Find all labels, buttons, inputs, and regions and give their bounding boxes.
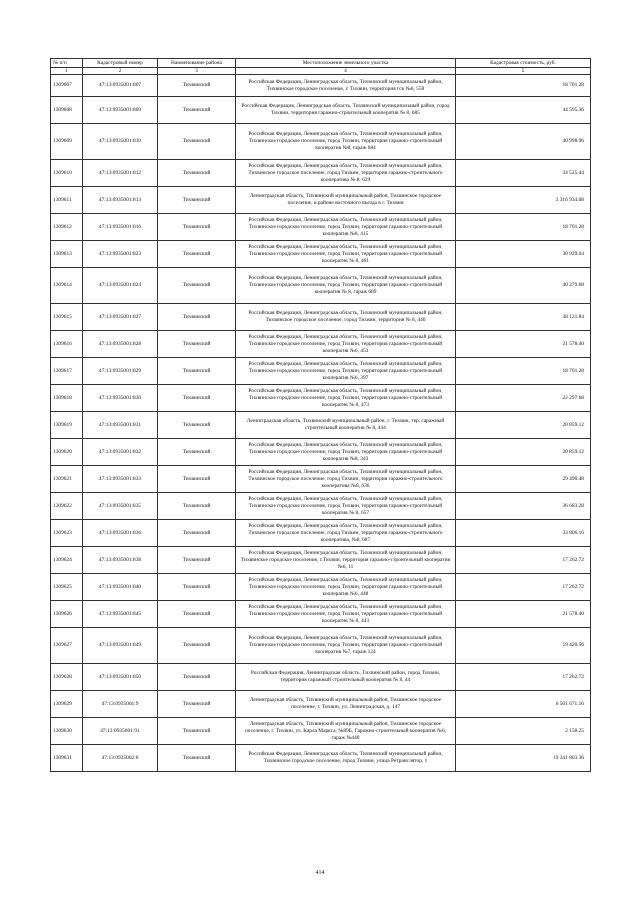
cadastral-number: 47:13:0935001:824 xyxy=(83,268,158,304)
cadastral-value: 18 701.28 xyxy=(456,214,591,241)
district-name: Тихвинский xyxy=(158,187,236,214)
location-text: Российская Федерация, Ленинградская область, Тихвинский муниципальный район, Тихвинское городское поселение, г.Тихвин, территория гаражно-строительный кооператив №6, 11 xyxy=(236,547,456,574)
district-name: Тихвинский xyxy=(158,124,236,160)
row-index: 1309612 xyxy=(51,214,83,241)
location-text: Российская Федерация, Ленинградская область, Тихвинский муниципальный район, Тихвинское городское поселение, город Тихвин, территория гаражно-строительного кооператива № 8, 629 xyxy=(236,160,456,187)
district-name: Тихвинский xyxy=(158,439,236,466)
row-index: 1309621 xyxy=(51,466,83,493)
location-text: Ленинградская область, Тихвинский муниципальный район, Тихвинское городское поселение, в районе восточного въезда в г. Тихвин xyxy=(236,187,456,214)
row-index: 1309616 xyxy=(51,331,83,358)
location-text: Российская Федерация, Ленинградская область, Тихвинский муниципальный район, Тихвинское городское поселение, город Тихвин, территория гаражно-строительного кооператива №8, 636 xyxy=(236,466,456,493)
table-row xyxy=(51,601,591,628)
column-number-row xyxy=(51,68,591,75)
table-row xyxy=(51,385,591,412)
cadastral-number: 47:13:0935001:823 xyxy=(83,241,158,268)
cadastral-value-table xyxy=(50,58,591,772)
cadastral-number: 47:13:0935001:807 xyxy=(83,75,158,97)
cadastral-number: 47:13:0935001:836 xyxy=(83,520,158,547)
location-text: Российская Федерация, Ленинградская область, Тихвинский муниципальный район, Тихвинское городское поселение, город Тихвин, улица Ретранслятор, 1 xyxy=(236,745,456,772)
cadastral-number: 47:13:0935001:831 xyxy=(83,412,158,439)
table-row xyxy=(51,745,591,772)
table-row xyxy=(51,412,591,439)
location-text: Российская Федерация, Ленинградская область, Тихвинский муниципальный район, Тихвинское городское поселение, город Тихвин, территория гаражно-строительный кооператив №8, 415 xyxy=(236,214,456,241)
district-name: Тихвинский xyxy=(158,574,236,601)
cadastral-value: 40 279.68 xyxy=(456,268,591,304)
cadastral-number: 47:13:0935001:827 xyxy=(83,304,158,331)
cadastral-value: 17 262.72 xyxy=(456,664,591,691)
table-row xyxy=(51,75,591,97)
cadastral-value: 40 998.96 xyxy=(456,124,591,160)
location-text: Российская Федерация, Ленинградская область, Тихвинский муниципальный район, Тихвинское городское поселение, город Тихвин, территория гаражно-строительный кооператив №6, 448 xyxy=(236,574,456,601)
location-text: Российская Федерация, Ленинградская область, Тихвинский муниципальный район, Тихвинское городское поселение, город Тихвин, территория гаражно-строительный кооператив № 8, 443 xyxy=(236,601,456,628)
cadastral-number: 47:13:0935001:91 xyxy=(83,718,158,745)
cadastral-number: 47:13:0935001:829 xyxy=(83,358,158,385)
table-row xyxy=(51,187,591,214)
table-row xyxy=(51,241,591,268)
district-name: Тихвинский xyxy=(158,664,236,691)
location-text: Российская Федерация, Ленинградская область, Тихвинский муниципальный район, город Тихвин, территория гаражно-строительный кооператив № 8, 685 xyxy=(236,97,456,124)
row-index: 1309622 xyxy=(51,493,83,520)
cadastral-value: 36 683.28 xyxy=(456,493,591,520)
district-name: Тихвинский xyxy=(158,628,236,664)
location-text: Российская Федерация, Ленинградская область, Тихвинский муниципальный район, Тихвинское городское поселение, г. Тихвин, территория гск №6, 558 xyxy=(236,75,456,97)
cadastral-number: 47:13:0935002:6 xyxy=(83,745,158,772)
row-index: 1309628 xyxy=(51,664,83,691)
district-name: Тихвинский xyxy=(158,718,236,745)
cadastral-number: 47:13:0935001:845 xyxy=(83,601,158,628)
table-body xyxy=(51,75,591,772)
location-text: Российская Федерация, Ленинградская область, Тихвинский муниципальный район, Тихвинское городское поселение, город Тихвин, территория гаражно-строительный кооператив № 8, 461 xyxy=(236,241,456,268)
cadastral-number: 47:13:0935001:809 xyxy=(83,97,158,124)
table-row xyxy=(51,160,591,187)
cadastral-value: 29 490.48 xyxy=(456,466,591,493)
location-text: Российская Федерация, Ленинградская область, Тихвинский муниципальный район, Тихвинское городское поселение, город Тихвин, территория гаражно-строительный кооператив №8, гараж 684 xyxy=(236,124,456,160)
cadastral-number: 47:13:0935001:816 xyxy=(83,214,158,241)
district-name: Тихвинский xyxy=(158,97,236,124)
row-index: 1309611 xyxy=(51,187,83,214)
location-text: Российская Федерация, Ленинградская область, Тихвинский муниципальный район, Тихвинское городское поселение, город Тихвин, территория гаражно-строительный кооператив №6, 453 xyxy=(236,331,456,358)
row-index: 1309615 xyxy=(51,304,83,331)
cadastral-value: 18 701.28 xyxy=(456,358,591,385)
table-row xyxy=(51,547,591,574)
row-index: 1309618 xyxy=(51,385,83,412)
cadastral-number: 47:13:0935001:812 xyxy=(83,160,158,187)
cadastral-number: 47:13:0935001:9 xyxy=(83,691,158,718)
cadastral-value: 3 316 934.08 xyxy=(456,187,591,214)
row-index: 1309607 xyxy=(51,75,83,97)
table-row xyxy=(51,304,591,331)
table-row xyxy=(51,97,591,124)
district-name: Тихвинский xyxy=(158,493,236,520)
district-name: Тихвинский xyxy=(158,601,236,628)
row-index: 1309610 xyxy=(51,160,83,187)
header-location: Местоположение земельного участка xyxy=(236,59,456,68)
cadastral-value: 19 341 803.36 xyxy=(456,745,591,772)
location-text: Российская Федерация, Ленинградская область, Тихвинский муниципальный район, Тихвинское городское поселение, город Тихвин, территория № 8, 440 xyxy=(236,304,456,331)
cadastral-value: 21 578.40 xyxy=(456,601,591,628)
row-index: 1309631 xyxy=(51,745,83,772)
district-name: Тихвинский xyxy=(158,691,236,718)
cadastral-value: 6 501 671.16 xyxy=(456,691,591,718)
location-text: Российская Федерация, Ленинградская область, Тихвинский муниципальный район, Тихвинское городское поселение, город Тихвин, территория гаражно-строительный кооператив №8, 343 xyxy=(236,439,456,466)
table-row xyxy=(51,493,591,520)
location-text: Российская Федерация, Ленинградская область, Тихвинский муниципальный район, Тихвинское городское поселение, город Тихвин, территория гаражно-строительный кооператив №6, 397 xyxy=(236,358,456,385)
cadastral-number: 47:13:0935001:833 xyxy=(83,466,158,493)
location-text: Ленинградская область, Тихвинский муниципальный район, г. Тихвин, тер. гаражный строительный кооператив № 8, 444 xyxy=(236,412,456,439)
row-index: 1309617 xyxy=(51,358,83,385)
cadastral-value: 20 859.12 xyxy=(456,439,591,466)
location-text: Российская Федерация, Ленинградская область, Тихвинский муниципальный район, Тихвинское городское поселение, город Тихвин, территория гаражно-строительный кооператив № 8, 657 xyxy=(236,493,456,520)
cadastral-number: 47:13:0935001:840 xyxy=(83,574,158,601)
row-index: 1309629 xyxy=(51,691,83,718)
cadastral-number: 47:13:0935001:835 xyxy=(83,493,158,520)
row-index: 1309620 xyxy=(51,439,83,466)
cadastral-number: 47:13:0935001:810 xyxy=(83,124,158,160)
row-index: 1309608 xyxy=(51,97,83,124)
district-name: Тихвинский xyxy=(158,268,236,304)
cadastral-value: 22 297.68 xyxy=(456,385,591,412)
cadastral-value: 44 595.36 xyxy=(456,97,591,124)
location-text: Российская Федерация, Ленинградская область, Тихвинский муниципальный район, Тихвинское городское поселение, город Тихвин, территория гаражно-строительный кооператив №7, гараж 124 xyxy=(236,628,456,664)
district-name: Тихвинский xyxy=(158,214,236,241)
column-number: 2 xyxy=(83,68,158,75)
cadastral-number: 47:13:0935001:828 xyxy=(83,331,158,358)
location-text: Российская Федерация, Ленинградская область, Тихвинский муниципальный район, Тихвинское городское поселение, город Тихвин, территория гаражно-строительный кооператив № 8, 473 xyxy=(236,385,456,412)
cadastral-value: 33 806.16 xyxy=(456,520,591,547)
cadastral-value: 30 929.04 xyxy=(456,241,591,268)
table-row xyxy=(51,691,591,718)
district-name: Тихвинский xyxy=(158,547,236,574)
header-cadastral-number: Кадастровый номер xyxy=(83,59,158,68)
column-number: 4 xyxy=(236,68,456,75)
cadastral-value: 21 578.40 xyxy=(456,331,591,358)
header-cadastral-value: Кадастровая стоимость, руб. xyxy=(456,59,591,68)
header-district: Наименование района xyxy=(158,59,236,68)
table-row xyxy=(51,466,591,493)
district-name: Тихвинский xyxy=(158,75,236,97)
table-row xyxy=(51,331,591,358)
row-index: 1309623 xyxy=(51,520,83,547)
table-row xyxy=(51,268,591,304)
column-number: 3 xyxy=(158,68,236,75)
row-index: 1309630 xyxy=(51,718,83,745)
row-index: 1309624 xyxy=(51,547,83,574)
column-number: 5 xyxy=(456,68,591,75)
district-name: Тихвинский xyxy=(158,412,236,439)
cadastral-number: 47:13:0935001:850 xyxy=(83,664,158,691)
table-row xyxy=(51,439,591,466)
table-row xyxy=(51,574,591,601)
column-number: 1 xyxy=(51,68,83,75)
location-text: Ленинградская область, Тихвинский муниципальный район, Тихвинское городское поселение, г. Тихвин, ул. Ленинградская, д. 147 xyxy=(236,691,456,718)
location-text: Ленинградская область, Тихвинский муниципальный район, Тихвинское городское поселение, г. Тихвин, ул. Карла Маркса, №89Б, Гаражно-строительный кооператив №6, гараж №440 xyxy=(236,718,456,745)
cadastral-value: 18 701.28 xyxy=(456,75,591,97)
row-index: 1309619 xyxy=(51,412,83,439)
cadastral-number: 47:13:0935001:830 xyxy=(83,385,158,412)
row-index: 1309626 xyxy=(51,601,83,628)
table-header-row xyxy=(51,59,591,68)
table-row xyxy=(51,358,591,385)
cadastral-value: 17 262.72 xyxy=(456,547,591,574)
table-row xyxy=(51,628,591,664)
table-row xyxy=(51,520,591,547)
district-name: Тихвинский xyxy=(158,358,236,385)
row-index: 1309627 xyxy=(51,628,83,664)
table-row xyxy=(51,718,591,745)
location-text: Российская Федерация, Ленинградская область, Тихвинский муниципальный район, Тихвинское городское поселение, город Тихвин, территория гаражно-строительного кооператива, №8, 687 xyxy=(236,520,456,547)
district-name: Тихвинский xyxy=(158,331,236,358)
row-index: 1309613 xyxy=(51,241,83,268)
table-row xyxy=(51,664,591,691)
table-row xyxy=(51,124,591,160)
header-index: № п/п xyxy=(51,59,83,68)
district-name: Тихвинский xyxy=(158,520,236,547)
table-row xyxy=(51,214,591,241)
cadastral-value: 19 420.56 xyxy=(456,628,591,664)
cadastral-number: 47:13:0935001:838 xyxy=(83,547,158,574)
district-name: Тихвинский xyxy=(158,304,236,331)
row-index: 1309614 xyxy=(51,268,83,304)
row-index: 1309625 xyxy=(51,574,83,601)
cadastral-number: 47:13:0935001:849 xyxy=(83,628,158,664)
cadastral-value: 38 121.84 xyxy=(456,304,591,331)
row-index: 1309609 xyxy=(51,124,83,160)
page-number: 414 xyxy=(315,870,325,876)
district-name: Тихвинский xyxy=(158,466,236,493)
cadastral-value: 20 859.12 xyxy=(456,412,591,439)
cadastral-value: 17 262.72 xyxy=(456,574,591,601)
district-name: Тихвинский xyxy=(158,385,236,412)
location-text: Российская Федерация, Ленинградская область, Тихвинский район, город Тихвин, территория гаражный строительный кооператив № 8, 44 xyxy=(236,664,456,691)
district-name: Тихвинский xyxy=(158,241,236,268)
district-name: Тихвинский xyxy=(158,160,236,187)
cadastral-value: 2 158.25 xyxy=(456,718,591,745)
location-text: Российская Федерация, Ленинградская область, Тихвинский муниципальный район, Тихвинское городское поселение, город Тихвин, территория гаражно-строительный кооператив № 8, гараж 689 xyxy=(236,268,456,304)
cadastral-number: 47:13:0935001:832 xyxy=(83,439,158,466)
cadastral-value: 34 525.44 xyxy=(456,160,591,187)
district-name: Тихвинский xyxy=(158,745,236,772)
cadastral-number: 47:13:0935001:813 xyxy=(83,187,158,214)
